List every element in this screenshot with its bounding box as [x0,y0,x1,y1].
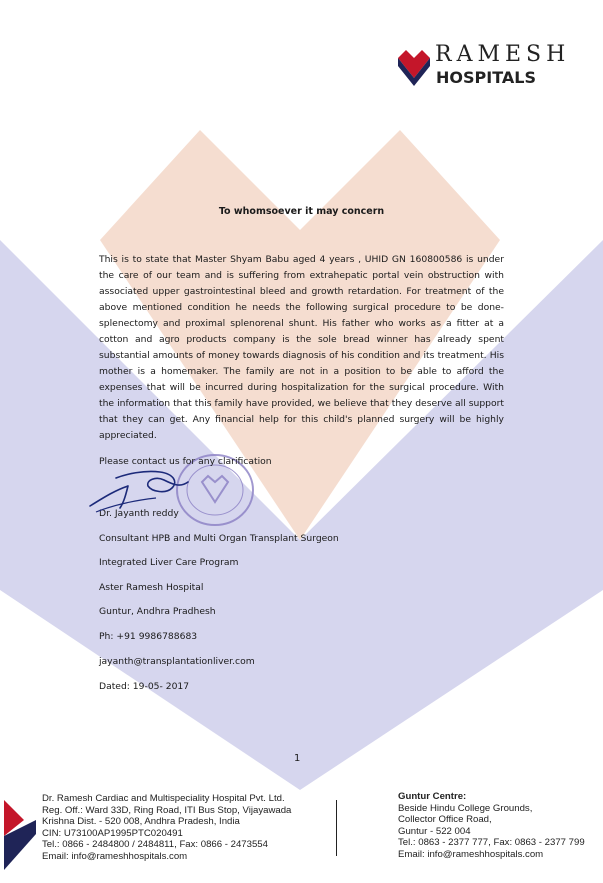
hospital-logo [398,42,571,94]
footer-company-name: Dr. Ramesh Cardiac and Multispeciality Hospital Pvt. Ltd. [42,793,285,804]
footer-centre-email: Email: info@rameshhospitals.com [398,848,544,860]
heart-icon [398,44,430,90]
letter-heading: To whomsoever it may concern [218,206,385,217]
footer-centre-address1: Beside Hindu College Grounds, [398,802,533,814]
footer-divider [336,800,337,856]
footer-district: Krishna Dist. - 520 008, Andhra Pradesh, India [42,816,240,828]
footer-centre-phone: Tel.: 0863 - 2377 777, Fax: 0863 - 2377 799 [398,837,585,849]
footer-email: Email: info@rameshhospitals.com [42,850,188,862]
footer-phone: Tel.: 0866 - 2484800 / 2484811, Fax: 0866 - 2473554 [42,839,268,851]
signatory-designation: Consultant HPB and Multi Organ Transplant Surgeon [99,533,339,544]
footer-centre-address2: Collector Office Road, [398,814,492,826]
email-address: jayanth@transplantationliver.com [99,656,255,667]
logo-name-line1: RAMESH [435,42,571,67]
logo-name-line2: HOSPITALS [436,68,536,87]
hospital-location: Guntur, Andhra Pradhesh [99,606,216,617]
footer-guntur-centre [398,791,585,861]
footer-cin: CIN: U73100AP1995PTC020491 [42,827,183,839]
contact-line: Please contact us for any clarification [99,456,272,467]
phone-number: Ph: +91 9986788683 [99,631,198,642]
footer-reg-address: Reg. Off.: Ward 33D, Ring Road, ITI Bus Stop, Vijayawada [42,804,292,816]
signatory-name: Dr. Jayanth reddy [99,508,179,519]
program-name: Integrated Liver Care Program [99,557,239,568]
hospital-name: Aster Ramesh Hospital [99,582,204,593]
footer-chevron-icon [4,800,36,870]
letter-date: Dated: 19-05- 2017 [99,681,190,692]
footer-centre-city: Guntur - 522 004 [398,825,471,837]
page-number: 1 [294,753,301,764]
handwritten-signature [86,460,196,516]
letter-body: This is to state that Master Shyam Babu aged 4 years , UHID GN 160800586 is under the care of our team and is suffering from extrahepatic portal vein obstruction with associated upper gastrointestinal bleed and growth retardation. For treatment of the above mentioned condition he needs the following surgical procedure to be done- splenectomy and proximal splenorenal shunt. His father who works as a fitter at a cotton and agro products company is the sole bread winner has already spent substantial amounts of money towards diagnosis of his condition and its treatment. His mother is a homemaker. The family are not in a position to be able to afford the expenses that will be incurred during hospitalization for the surgical procedure. With the information that this family have provided, we believe that they deserve all support that they can get. Any financial help for this child's planned surgery will be highly appreciated. [99,254,504,441]
footer-centre-title: Guntur Centre: [398,791,467,802]
footer-registered-office [42,793,291,863]
